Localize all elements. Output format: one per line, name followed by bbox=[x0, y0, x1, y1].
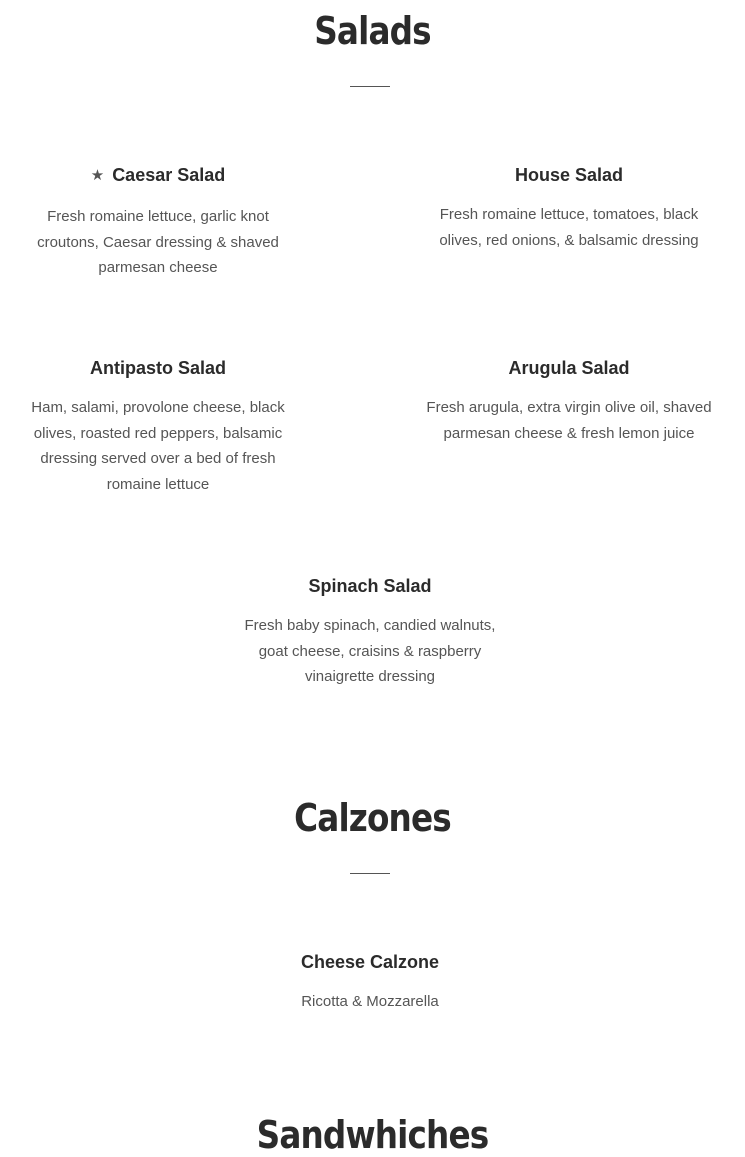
menu-item-name: ★ Caesar Salad bbox=[90, 165, 226, 185]
section-title-salads: Salads bbox=[314, 9, 431, 53]
section-title-calzones: Calzones bbox=[294, 796, 451, 840]
menu-item-caesar-salad bbox=[18, 164, 298, 281]
menu-item-antipasto-salad bbox=[18, 357, 298, 497]
menu-item-arugula-salad bbox=[422, 357, 716, 446]
menu-item-name: Spinach Salad bbox=[308, 576, 432, 596]
menu-item-description: Ricotta & Mozzarella bbox=[301, 993, 439, 1010]
menu-item-name: Arugula Salad bbox=[508, 358, 630, 378]
menu-item-spinach-salad bbox=[232, 575, 508, 690]
menu-item-house-salad bbox=[426, 164, 712, 253]
menu-item-description: Ham, salami, provolone cheese, black olives, roasted red peppers, balsamic dressing served over a bed of fresh romaine lettuce bbox=[31, 399, 285, 493]
star-icon: ★ bbox=[90, 167, 105, 184]
section-divider bbox=[350, 873, 390, 874]
menu-item-name: House Salad bbox=[514, 165, 624, 185]
menu-item-description: Fresh romaine lettuce, garlic knot croutons, Caesar dressing & shaved parmesan cheese bbox=[37, 208, 279, 276]
menu-item-name: Antipasto Salad bbox=[89, 358, 227, 378]
menu-item-description: Fresh arugula, extra virgin olive oil, shaved parmesan cheese & fresh lemon juice bbox=[426, 399, 712, 442]
menu-item-description: Fresh romaine lettuce, tomatoes, black olives, red onions, & balsamic dressing bbox=[439, 206, 699, 249]
section-title-sandwhiches: Sandwhiches bbox=[256, 1113, 489, 1157]
menu-item-cheese-calzone bbox=[232, 951, 508, 1015]
section-divider bbox=[350, 86, 390, 87]
menu-item-description: Fresh baby spinach, candied walnuts, goat cheese, craisins & raspberry vinaigrette dressing bbox=[244, 617, 496, 685]
menu-item-name: Cheese Calzone bbox=[300, 952, 440, 972]
